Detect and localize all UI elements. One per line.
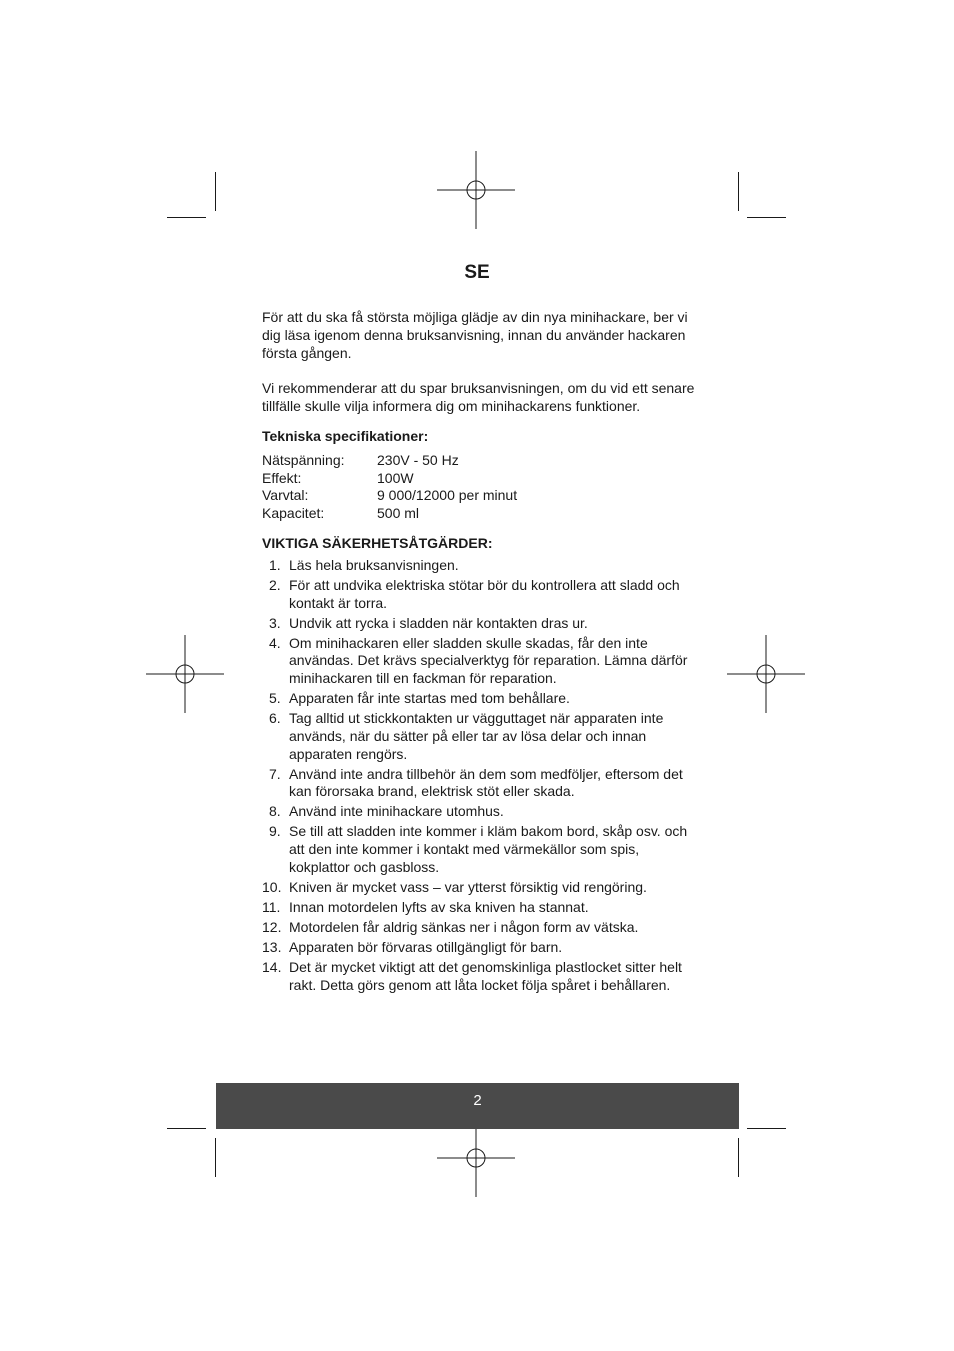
safety-item-number: 3. bbox=[269, 614, 281, 631]
safety-item-text: Apparaten får inte startas med tom behållare. bbox=[289, 690, 570, 707]
intro-paragraph-2: Vi rekommenderar att du spar bruksanvisningen, om du vid ett senare tillfälle skulle vilja informera dig om minihackarens funktioner. bbox=[262, 380, 695, 415]
safety-item-number: 10. bbox=[262, 879, 282, 895]
page-number: 2 bbox=[473, 1092, 482, 1109]
safety-item-text: Apparaten bör förvaras otillgängligt för barn. bbox=[289, 938, 563, 955]
spec-label: Varvtal: bbox=[262, 487, 309, 504]
safety-item-number: 4. bbox=[269, 634, 281, 651]
safety-item bbox=[262, 959, 702, 995]
safety-heading: VIKTIGA SÄKERHETSÅTGÄRDER: bbox=[262, 534, 493, 551]
safety-item-text: Motordelen får aldrig sänkas ner i någon form av vätska. bbox=[289, 918, 639, 935]
spec-row bbox=[262, 470, 702, 488]
safety-item-text: Kniven är mycket vass – var ytterst försiktig vid rengöring. bbox=[289, 879, 647, 895]
intro-paragraph-1: För att du ska få största möjliga glädje av din nya minihackare, ber vi dig läsa igenom denna bruksanvisning, innan du använder hackaren första gången. bbox=[262, 309, 688, 361]
spec-value: 100W bbox=[377, 469, 414, 486]
safety-item-text: Se till att sladden inte kommer i kläm bakom bord, skåp osv. och att den inte kommer i kontakt med värmekällor som spis, kokplattor och gasbloss. bbox=[289, 823, 688, 876]
specs-table bbox=[262, 452, 702, 523]
spec-row bbox=[262, 487, 702, 505]
language-heading: SE bbox=[464, 262, 490, 283]
safety-item-text: Det är mycket viktigt att det genomskinliga plastlocket sitter helt rakt. Detta görs genom att låta locket följa spåret i behållaren. bbox=[289, 958, 682, 993]
safety-item bbox=[262, 939, 702, 957]
safety-item-number: 9. bbox=[269, 823, 281, 840]
safety-item-text: Innan motordelen lyfts av ska kniven ha stannat. bbox=[289, 898, 589, 915]
crop-mark-bottom-left-horizontal bbox=[167, 1128, 206, 1129]
spec-value: 230V - 50 Hz bbox=[377, 451, 459, 468]
safety-item-text: Läs hela bruksanvisningen. bbox=[289, 556, 459, 573]
safety-item-number: 12. bbox=[262, 918, 282, 935]
spec-value: 9 000/12000 per minut bbox=[377, 487, 518, 504]
safety-item-text: Använd inte minihackare utomhus. bbox=[289, 803, 504, 820]
safety-item-number: 1. bbox=[269, 556, 281, 573]
registration-mark-right bbox=[727, 635, 805, 713]
safety-item-text: För att undvika elektriska stötar bör du kontrollera att sladd och kontakt är torra. bbox=[289, 576, 680, 611]
registration-mark-left bbox=[146, 635, 224, 713]
safety-item-text: Undvik att rycka i sladden när kontakten dras ur. bbox=[289, 614, 588, 631]
safety-item bbox=[262, 557, 702, 575]
crop-mark-bottom-right-vertical bbox=[738, 1138, 739, 1177]
crop-mark-top-right-vertical bbox=[738, 172, 739, 211]
crop-mark-top-right-horizontal bbox=[747, 217, 786, 218]
safety-item-text: Tag alltid ut stickkontakten ur vägguttaget när apparaten inte används, när du sätter på eller tar av lösa delar och innan apparaten rengörs. bbox=[289, 710, 664, 762]
safety-item-number: 5. bbox=[269, 690, 281, 707]
safety-item-number: 6. bbox=[269, 710, 281, 727]
registration-mark-bottom bbox=[437, 1119, 515, 1197]
page-content bbox=[262, 309, 702, 997]
specs-heading: Tekniska specifikationer: bbox=[262, 427, 429, 444]
safety-item-number: 11. bbox=[262, 898, 281, 915]
safety-item-number: 13. bbox=[262, 938, 282, 955]
safety-item bbox=[262, 710, 702, 763]
crop-mark-top-left-vertical bbox=[215, 172, 216, 211]
crop-mark-bottom-right-horizontal bbox=[747, 1128, 786, 1129]
spec-label: Effekt: bbox=[262, 469, 302, 486]
registration-mark-top bbox=[437, 151, 515, 229]
spec-value: 500 ml bbox=[377, 505, 420, 522]
spec-row bbox=[262, 505, 702, 523]
safety-item bbox=[262, 577, 702, 613]
safety-item-text: Om minihackaren eller sladden skulle skadas, får den inte användas. Det krävs specialverktyg för reparation. Lämna därför minihackaren till en fackman för reparation. bbox=[289, 634, 688, 687]
crop-mark-bottom-left-vertical bbox=[215, 1138, 216, 1177]
safety-item bbox=[262, 823, 702, 876]
safety-item bbox=[262, 879, 702, 897]
safety-item-number: 7. bbox=[269, 765, 281, 782]
safety-item bbox=[262, 615, 702, 633]
safety-item-number: 2. bbox=[269, 576, 281, 593]
safety-item bbox=[262, 635, 702, 688]
safety-item bbox=[262, 919, 702, 937]
crop-mark-top-left-horizontal bbox=[167, 217, 206, 218]
safety-item bbox=[262, 803, 702, 821]
spec-label: Nätspänning: bbox=[262, 451, 345, 468]
safety-item bbox=[262, 690, 702, 708]
safety-list bbox=[262, 557, 702, 995]
safety-item-number: 14. bbox=[262, 958, 282, 975]
safety-item-number: 8. bbox=[269, 803, 281, 820]
safety-item-text: Använd inte andra tillbehör än dem som medföljer, eftersom det kan förorsaka brand, elektrisk stöt eller skada. bbox=[289, 765, 683, 800]
spec-row bbox=[262, 452, 702, 470]
safety-item bbox=[262, 899, 702, 917]
spec-label: Kapacitet: bbox=[262, 505, 325, 522]
safety-item bbox=[262, 766, 702, 802]
